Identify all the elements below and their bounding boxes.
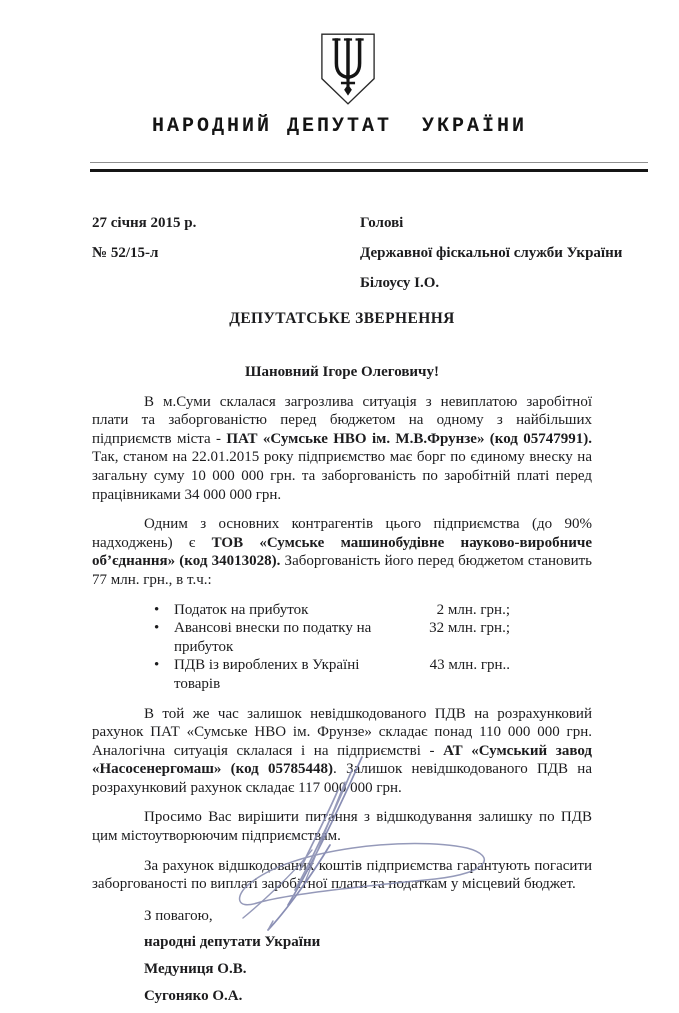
- paragraph: В той же час залишок невідшкодованого ПДВ на розрахунковий рахунок ПАТ «Сумське НВО ім. Фрунзе» складає понад 110 000 000 грн. Аналогічна ситуація склалася і на підприємстві - АТ «Сумський завод «Насосенергомаш» (код 05785448). Залишок невідшкодованого ПДВ на розрахунковий рахунок складає 117 000 000 грн.: [92, 705, 592, 796]
- letter-body: [92, 363, 592, 1013]
- addressee-line: Державної фіскальної служби України: [360, 245, 623, 261]
- paragraph: За рахунок відшкодованих коштів підприємства гарантують погасити заборгованості по виплаті заробітної плати та податкам у місцевий бюджет.: [92, 857, 592, 893]
- list-item-label: Податок на прибуток: [174, 601, 309, 618]
- paragraph: В м.Суми склалася загрозлива ситуація з невиплатою заробітної плати та заборгованістю перед бюджетом на одному з найбільших підприємств міста - ПАТ «Сумське НВО ім. М.В.Фрунзе» (код 05747991). Так, станом на 22.01.2015 року підприємство має борг по єдиному внеску на загальну суму 10 000 000 грн. та заборгованість по заробітній платі перед працівниками 34 000 000 грн.: [92, 393, 592, 503]
- paragraph: Одним з основних контрагентів цього підприємства (до 90% надходжень) є ТОВ «Сумське машинобудівне науково-виробниче об’єднання» (код 34013028). Заборгованість його перед бюджетом становить 77 млн. грн., в т.ч.:: [92, 516, 593, 588]
- list-item-amount: 2 млн. грн.;: [436, 601, 510, 618]
- list-item-label: ПДВ із вироблених в Україні товарів: [174, 657, 360, 692]
- letter-ref-number: № 52/15-л: [92, 245, 159, 261]
- list-item: [92, 619, 592, 656]
- coat-of-arms-ukraine-icon: [319, 31, 377, 107]
- salutation: Шановний Ігоре Олеговичу!: [244, 364, 440, 380]
- addressee-line: Голові: [360, 215, 404, 231]
- bullet-icon: •: [154, 657, 160, 674]
- closing-block: [92, 907, 592, 1005]
- bullet-icon: •: [154, 620, 160, 637]
- bullet-icon: •: [154, 601, 160, 618]
- reference-block: [92, 208, 196, 268]
- list-item: [92, 601, 592, 620]
- list-item: [92, 656, 592, 693]
- document-type-title: ДЕПУТАТСЬКЕ ЗВЕРНЕННЯ: [229, 310, 455, 327]
- debt-breakdown-list: [92, 601, 592, 694]
- letterhead-rule-thin: [90, 162, 648, 163]
- letterhead-rule-thick: [90, 169, 648, 172]
- signer-name: Сугоняко О.А.: [144, 987, 243, 1004]
- list-item-amount: 32 млн. грн.;: [429, 620, 510, 637]
- addressee-line: Білоусу І.О.: [360, 275, 440, 291]
- list-item-amount: 43 млн. грн..: [429, 657, 510, 674]
- signers-role: народні депутати України: [144, 934, 321, 951]
- closing-regards: З повагою,: [144, 907, 213, 924]
- paragraph: Просимо Вас вирішити питання з відшкодування залишку по ПДВ цим містоутворюючим підприємствам.: [92, 809, 592, 845]
- signer-name: Медуниця О.В.: [144, 961, 247, 978]
- addressee-block: [360, 208, 622, 298]
- letterhead-title: НАРОДНИЙ ДЕПУТАТ УКРАЇНИ: [151, 115, 528, 138]
- letter-date: 27 січня 2015 р.: [92, 215, 197, 231]
- list-item-label: Авансові внески по податку на прибуток: [174, 620, 372, 655]
